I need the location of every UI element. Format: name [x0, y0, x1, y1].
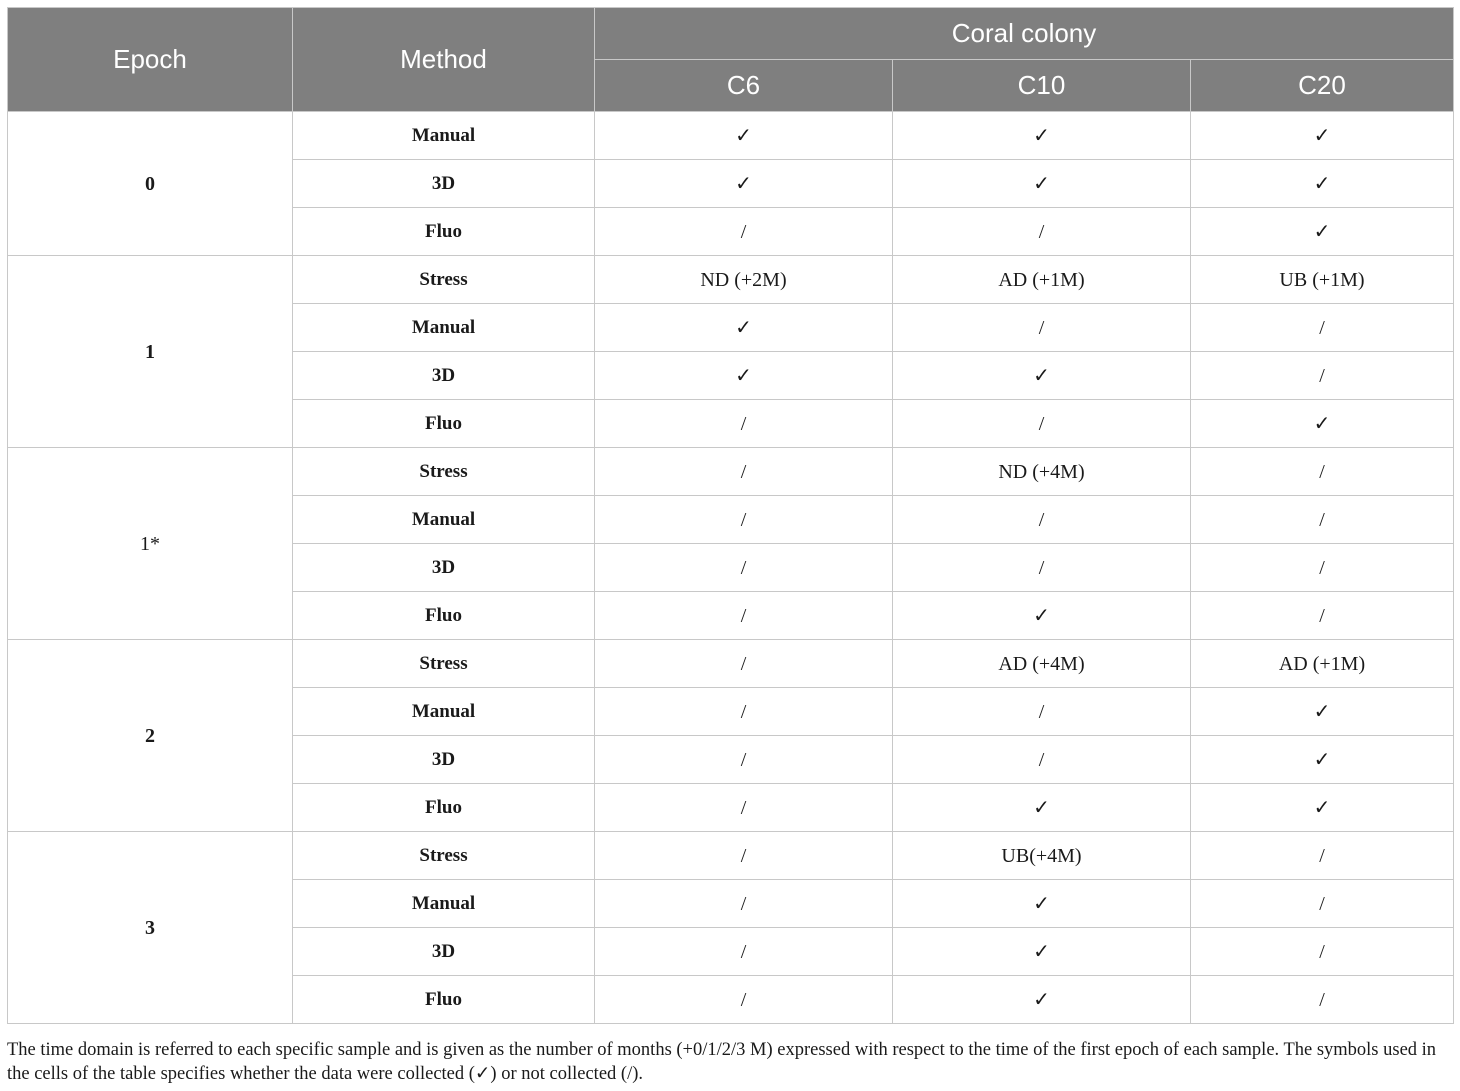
table-body — [8, 112, 1454, 1024]
value-cell-c20: / — [1191, 352, 1454, 400]
method-cell: Stress — [293, 448, 595, 496]
value-cell-c10: AD (+1M) — [893, 256, 1191, 304]
header-method: Method — [293, 8, 595, 112]
value-cell-c10: / — [893, 736, 1191, 784]
value-cell-c20: / — [1191, 976, 1454, 1024]
table-footnote: The time domain is referred to each specific sample and is given as the number of months (+0/1/2/3 M) expressed with respect to the time of the first epoch of each sample. The symbols used in the cells of the table specifies whether the data were collected (✓) or not collected (/). — [7, 1040, 1437, 1084]
value-cell-c10: ✓ — [893, 784, 1191, 832]
method-cell: 3D — [293, 160, 595, 208]
value-cell-c10: ✓ — [893, 880, 1191, 928]
method-cell: Manual — [293, 496, 595, 544]
method-cell: Manual — [293, 688, 595, 736]
value-cell-c6: / — [595, 592, 893, 640]
value-cell-c20: ✓ — [1191, 208, 1454, 256]
value-cell-c10: ✓ — [893, 976, 1191, 1024]
value-cell-c10: / — [893, 208, 1191, 256]
value-cell-c20: / — [1191, 832, 1454, 880]
method-cell: Stress — [293, 256, 595, 304]
table-row — [8, 448, 1454, 496]
value-cell-c20: AD (+1M) — [1191, 640, 1454, 688]
table-row — [8, 832, 1454, 880]
value-cell-c6: / — [595, 208, 893, 256]
method-cell: Stress — [293, 832, 595, 880]
value-cell-c6: / — [595, 832, 893, 880]
method-cell: Stress — [293, 640, 595, 688]
value-cell-c20: / — [1191, 448, 1454, 496]
value-cell-c6: ✓ — [595, 112, 893, 160]
epoch-cell: 1* — [8, 448, 293, 640]
value-cell-c6: / — [595, 400, 893, 448]
value-cell-c6: ✓ — [595, 160, 893, 208]
value-cell-c20: / — [1191, 880, 1454, 928]
value-cell-c10: ✓ — [893, 352, 1191, 400]
value-cell-c6: / — [595, 976, 893, 1024]
value-cell-c20: / — [1191, 304, 1454, 352]
method-cell: Fluo — [293, 592, 595, 640]
table-header — [8, 8, 1454, 112]
data-table-container — [7, 7, 1453, 1024]
header-epoch: Epoch — [8, 8, 293, 112]
value-cell-c6: / — [595, 784, 893, 832]
method-cell: Fluo — [293, 784, 595, 832]
value-cell-c10: AD (+4M) — [893, 640, 1191, 688]
value-cell-c20: UB (+1M) — [1191, 256, 1454, 304]
value-cell-c6: ND (+2M) — [595, 256, 893, 304]
method-cell: Manual — [293, 880, 595, 928]
value-cell-c10: UB(+4M) — [893, 832, 1191, 880]
epoch-cell: 3 — [8, 832, 293, 1024]
value-cell-c6: / — [595, 544, 893, 592]
value-cell-c20: / — [1191, 544, 1454, 592]
value-cell-c6: / — [595, 448, 893, 496]
value-cell-c6: / — [595, 928, 893, 976]
header-c10: C10 — [893, 60, 1191, 112]
value-cell-c10: ✓ — [893, 928, 1191, 976]
value-cell-c10: / — [893, 688, 1191, 736]
value-cell-c6: / — [595, 496, 893, 544]
value-cell-c20: ✓ — [1191, 112, 1454, 160]
value-cell-c20: ✓ — [1191, 400, 1454, 448]
value-cell-c6: ✓ — [595, 304, 893, 352]
method-cell: 3D — [293, 352, 595, 400]
table-row — [8, 640, 1454, 688]
epoch-cell: 2 — [8, 640, 293, 832]
value-cell-c20: / — [1191, 928, 1454, 976]
method-cell: 3D — [293, 928, 595, 976]
method-cell: Fluo — [293, 208, 595, 256]
table-row — [8, 112, 1454, 160]
value-cell-c10: / — [893, 496, 1191, 544]
value-cell-c10: ✓ — [893, 592, 1191, 640]
method-cell: Manual — [293, 112, 595, 160]
header-c6: C6 — [595, 60, 893, 112]
method-cell: 3D — [293, 736, 595, 784]
value-cell-c10: / — [893, 304, 1191, 352]
coral-colony-table — [7, 7, 1454, 1024]
epoch-cell: 0 — [8, 112, 293, 256]
value-cell-c20: ✓ — [1191, 784, 1454, 832]
value-cell-c6: ✓ — [595, 352, 893, 400]
method-cell: Fluo — [293, 976, 595, 1024]
value-cell-c6: / — [595, 736, 893, 784]
value-cell-c10: ✓ — [893, 112, 1191, 160]
value-cell-c6: / — [595, 880, 893, 928]
value-cell-c10: ND (+4M) — [893, 448, 1191, 496]
value-cell-c10: / — [893, 544, 1191, 592]
value-cell-c10: ✓ — [893, 160, 1191, 208]
method-cell: 3D — [293, 544, 595, 592]
header-c20: C20 — [1191, 60, 1454, 112]
method-cell: Fluo — [293, 400, 595, 448]
method-cell: Manual — [293, 304, 595, 352]
value-cell-c6: / — [595, 640, 893, 688]
table-row — [8, 256, 1454, 304]
value-cell-c20: / — [1191, 496, 1454, 544]
epoch-cell: 1 — [8, 256, 293, 448]
value-cell-c20: ✓ — [1191, 160, 1454, 208]
value-cell-c6: / — [595, 688, 893, 736]
value-cell-c20: ✓ — [1191, 688, 1454, 736]
header-coral-colony: Coral colony — [595, 8, 1454, 60]
value-cell-c10: / — [893, 400, 1191, 448]
value-cell-c20: ✓ — [1191, 736, 1454, 784]
value-cell-c20: / — [1191, 592, 1454, 640]
